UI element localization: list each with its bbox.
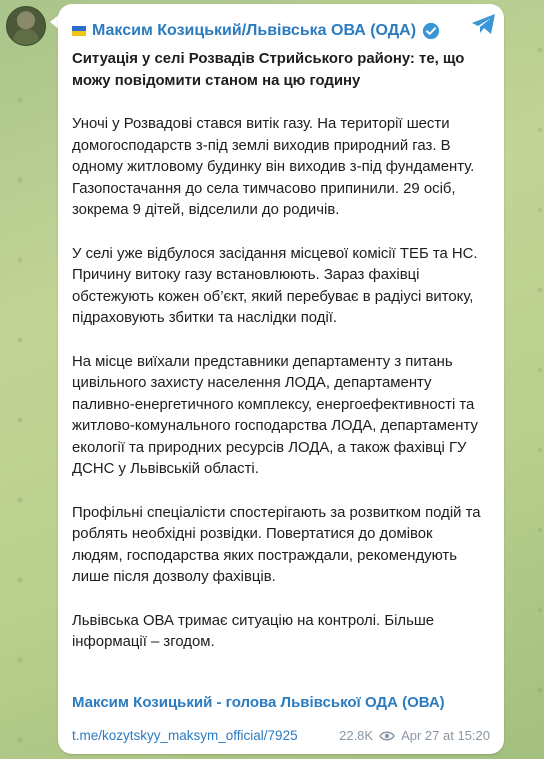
telegram-share-icon — [471, 13, 497, 35]
paragraph: На місце виїхали представники департаменту з питань цивільного захисту населення ЛОДА, департаменту паливно-енергетичного комплексу, енергоефективності та житлово-комунального господарства ЛОДА, департаменту екології та природних ресурсів ЛОДА, а також фахівці ГУ ДСНС у Львівській області. — [72, 353, 478, 477]
channel-avatar[interactable] — [6, 6, 46, 46]
post-title: Ситуація у селі Розвадів Стрийського району: те, що можу повідомити станом на цю годину — [72, 51, 465, 89]
message-footer — [72, 728, 490, 743]
channel-header[interactable] — [72, 22, 456, 40]
message-meta — [339, 728, 490, 743]
paragraph: Львівська ОВА тримає ситуацію на контролі. Більше інформації – згодом. — [72, 612, 435, 650]
avatar-figure — [13, 29, 39, 46]
message-text — [72, 49, 487, 676]
signature-link[interactable]: Максим Козицький - голова Львівської ОДА (ОВА) — [72, 694, 445, 711]
verified-badge-icon — [422, 22, 440, 40]
paragraph: У селі уже відбулося засідання місцевої комісії ТЕБ та НС. Причину витоку газу встановлюють. Зараз фахівці обстежують кожен об’єкт, який перебуває в радіусі витоку, підраховують збитки та наслідки події. — [72, 245, 478, 326]
channel-name[interactable]: Максим Козицький/Львівська ОВА (ОДА) — [92, 22, 417, 39]
timestamp: Apr 27 at 15:20 — [401, 728, 490, 743]
eye-icon — [379, 730, 395, 742]
message-bubble — [58, 4, 504, 754]
paragraph: Уночі у Розвадові стався витік газу. На території шести домогосподарств з-під землі виходив природний газ. В одному житловому будинку він виходив з-під фундаменту. Газопостачання до села тимчасово припинили. 29 осіб, зокрема 9 дітей, відселили до родичів. — [72, 116, 475, 218]
post-url-link[interactable]: t.me/kozytskyy_maksym_official/7925 — [72, 728, 298, 743]
ukraine-flag-icon — [72, 26, 86, 36]
paragraph: Профільні спеціалісти спостерігають за розвитком подій та роблять необхідні розвідки. Повертатися до домівок людям, господарства яких постраждали, рекомендують лише після дозволу фахівців. — [72, 504, 481, 585]
views-count: 22.8K — [339, 728, 374, 743]
share-button[interactable] — [468, 8, 500, 40]
